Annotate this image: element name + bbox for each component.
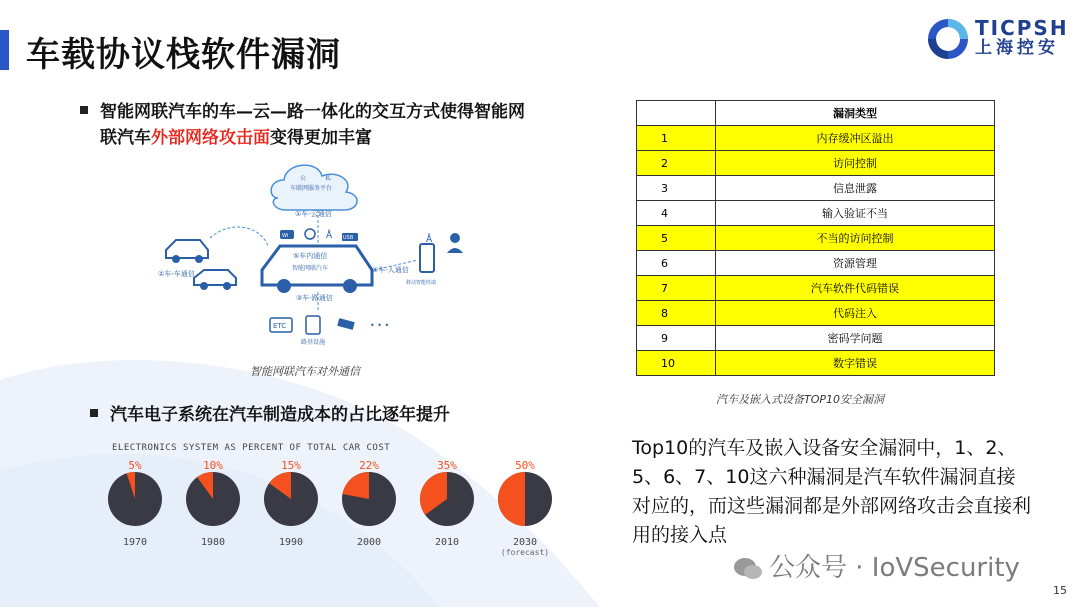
table-row — [637, 351, 995, 376]
chart-title: ELECTRONICS SYSTEM AS PERCENT OF TOTAL CAR COST — [112, 443, 391, 453]
table-caption: 汽车及嵌入式设备TOP10安全漏洞 — [716, 393, 885, 406]
vulnerability-type: 数字错误 — [716, 351, 995, 376]
row-number: 3 — [637, 176, 716, 201]
vulnerability-type: 访问控制 — [716, 151, 995, 176]
antenna-right-icon: Å — [426, 235, 433, 245]
electronics-cost-pie-charts — [100, 455, 570, 560]
wifi-label: Wi — [282, 233, 289, 239]
pie-year-label: 1980 — [200, 537, 226, 548]
table-row — [637, 151, 995, 176]
pie-year-label: 2000 — [356, 537, 382, 548]
row-number: 2 — [637, 151, 716, 176]
vulnerability-type: 资源管理 — [716, 251, 995, 276]
vulnerability-type: 内存缓冲区溢出 — [716, 126, 995, 151]
table-body — [637, 126, 995, 376]
etc-label: ETC — [273, 322, 287, 330]
vulnerability-type: 输入验证不当 — [716, 201, 995, 226]
pie-value-label: 10% — [203, 459, 223, 472]
table-row — [637, 176, 995, 201]
car-left-icon — [166, 240, 208, 258]
pie-share-slice — [498, 472, 525, 526]
logo-text — [975, 18, 1069, 57]
row-number: 4 — [637, 201, 716, 226]
vulnerability-type: 信息泄露 — [716, 176, 995, 201]
row-number: 8 — [637, 301, 716, 326]
vulnerability-type: 代码注入 — [716, 301, 995, 326]
table-row — [637, 226, 995, 251]
pie-value-label: 15% — [281, 459, 301, 472]
table-row — [637, 251, 995, 276]
link-in-car-label: ⑤车内通信 — [293, 252, 328, 260]
bullet1-text-a: 智能网联汽车的车—云—路一体化的交互方式使得智能网 — [100, 102, 525, 122]
bullet2-text: 汽车电子系统在汽车制造成本的占比逐年提升 — [110, 405, 450, 425]
row-number: 1 — [637, 126, 716, 151]
antenna-icon: Å — [326, 231, 333, 241]
link-v2r-label: ③车-路通信 — [296, 294, 333, 302]
car-left2-icon — [194, 270, 236, 285]
table-header-num — [637, 101, 716, 126]
pie-year-label: 1970 — [122, 537, 148, 548]
pie-year-label: 1990 — [278, 537, 304, 548]
pie-note-label: (forecast) — [500, 548, 550, 557]
table-header-row — [637, 101, 995, 126]
row-number: 5 — [637, 226, 716, 251]
camera-icon — [337, 318, 355, 330]
link-v2v-label: ②车-车通信 — [158, 270, 195, 278]
row-number: 7 — [637, 276, 716, 301]
bullet-marker — [90, 409, 98, 417]
vulnerability-type: 不当的访问控制 — [716, 226, 995, 251]
watermark-text: 公众号 · IoVSecurity — [769, 553, 1020, 583]
bullet1-text-c: 变得更加丰富 — [270, 128, 372, 148]
diagram-caption: 智能网联汽车对外通信 — [250, 365, 360, 378]
wechat-icon — [733, 557, 763, 581]
pie-value-label: 5% — [128, 459, 142, 472]
row-number: 9 — [637, 326, 716, 351]
bullet-cost-share — [90, 402, 450, 428]
road-label: 路基设施 — [301, 339, 326, 346]
mobile-icon — [420, 244, 434, 272]
pie-value-label: 35% — [437, 459, 457, 472]
watermark — [733, 547, 1020, 584]
charger-icon — [306, 316, 320, 334]
gps-icon — [305, 229, 315, 239]
table-header-type: 漏洞类型 — [716, 101, 995, 126]
table-row — [637, 126, 995, 151]
pie-year-label: 2030 — [512, 537, 538, 548]
analysis-text: Top10的汽车及嵌入设备安全漏洞中，1、2、5、6、7、10这六种漏洞是汽车软件漏洞直接对应的，而这些漏洞都是外部网络攻击会直接利用的接入点 — [632, 437, 1032, 546]
car-label: 智能网联汽车 — [292, 265, 329, 272]
row-number: 10 — [637, 351, 716, 376]
slide-title: 车载协议栈软件漏洞 — [26, 35, 341, 75]
link-v2p-label: ④车-人通信 — [372, 266, 409, 274]
vulnerability-table — [636, 100, 995, 376]
usb-label: USB — [343, 235, 354, 241]
cloud-label-public: 公 — [300, 175, 307, 182]
vulnerability-type: 汽车软件代码错误 — [716, 276, 995, 301]
pie-value-label: 22% — [359, 459, 379, 472]
table-row — [637, 326, 995, 351]
mobile-label: 移动智能终端 — [406, 280, 437, 286]
table-row — [637, 201, 995, 226]
pie-year-label: 2010 — [434, 537, 460, 548]
person-icon — [450, 233, 460, 243]
logo-en: TICPSH — [975, 16, 1069, 40]
bullet-marker — [80, 106, 88, 114]
logo-zh: 上海控安 — [975, 38, 1059, 58]
bullet1-highlight: 外部网络攻击面 — [151, 128, 270, 148]
vulnerability-type: 密码学问题 — [716, 326, 995, 351]
bullet-attack-surface — [80, 99, 570, 151]
table-row — [637, 301, 995, 326]
row-number: 6 — [637, 251, 716, 276]
v2x-communication-diagram — [150, 150, 470, 360]
bullet1-text-b: 联汽车 — [100, 128, 151, 148]
cloud-platform-label: 车联网服务平台 — [290, 185, 333, 192]
table-row — [637, 276, 995, 301]
page-number: 15 — [1053, 584, 1067, 597]
link-cloud-label: ①车-云通信 — [295, 210, 332, 218]
title-accent-bar — [0, 30, 9, 70]
cloud-label-private: 私 — [325, 175, 332, 182]
pie-value-label: 50% — [515, 459, 535, 472]
ellipsis-icon: • • • — [370, 321, 390, 330]
